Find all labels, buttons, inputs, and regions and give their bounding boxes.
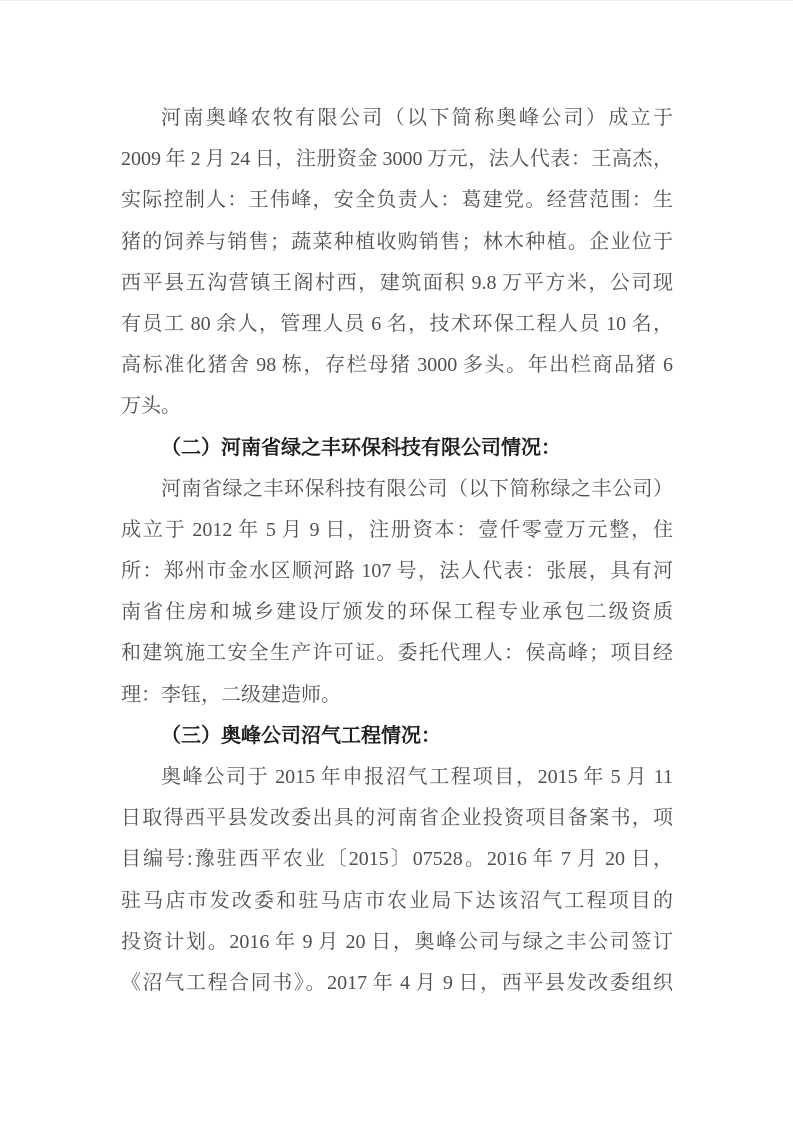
body-text-line: 目编号:豫驻西平农业〔2015〕07528。2016 年 7 月 20 日， bbox=[121, 848, 673, 871]
body-text-line: 西平县五沟营镇王阁村西，建筑面积 9.8 万平方米，公司现 bbox=[121, 271, 673, 294]
section-heading-lvzhifeng-company: （二）河南省绿之丰环保科技有限公司情况： bbox=[161, 436, 561, 459]
body-text-line: 河南奥峰农牧有限公司（以下简称奥峰公司）成立于 bbox=[161, 107, 673, 129]
body-text-line: 日取得西平县发改委出具的河南省企业投资项目备案书，项 bbox=[121, 807, 673, 830]
body-text-line: 河南省绿之丰环保科技有限公司（以下简称绿之丰公司） bbox=[161, 477, 673, 500]
body-text-line: 万头。 bbox=[121, 395, 181, 418]
body-text-line: 理：李钰，二级建造师。 bbox=[121, 683, 341, 706]
body-text-line: 高标准化猪舍 98 栋，存栏母猪 3000 多头。年出栏商品猪 6 bbox=[121, 354, 673, 377]
body-text-line: 南省住房和城乡建设厅颁发的环保工程专业承包二级资质 bbox=[121, 601, 673, 624]
body-text-line: 奥峰公司于 2015 年申报沼气工程项目，2015 年 5 月 11 bbox=[161, 766, 673, 788]
section-heading-biogas-project: （三）奥峰公司沼气工程情况： bbox=[161, 724, 441, 747]
body-text-line: 2009 年 2 月 24 日，注册资金 3000 万元，法人代表：王高杰， bbox=[121, 148, 673, 171]
body-text-line: 驻马店市发改委和驻马店市农业局下达该沼气工程项目的 bbox=[121, 889, 673, 912]
body-text-line: 所：郑州市金水区顺河路 107 号，法人代表：张展，具有河 bbox=[121, 560, 673, 583]
body-text-line: 和建筑施工安全生产许可证。委托代理人：侯高峰；项目经 bbox=[121, 642, 673, 665]
body-text-line: 实际控制人：王伟峰，安全负责人：葛建党。经营范围：生 bbox=[121, 189, 673, 212]
body-text-line: 有员工 80 余人，管理人员 6 名，技术环保工程人员 10 名， bbox=[121, 312, 673, 335]
document-text-block bbox=[121, 98, 673, 1004]
body-text-line: 《沼气工程合同书》。2017 年 4 月 9 日，西平县发改委组织 bbox=[121, 971, 673, 994]
body-text-line: 猪的饲养与销售；蔬菜种植收购销售；林木种植。企业位于 bbox=[121, 230, 673, 253]
body-text-line: 投资计划。2016 年 9 月 20 日，奥峰公司与绿之丰公司签订 bbox=[121, 930, 673, 953]
body-text-line: 成立于 2012 年 5 月 9 日，注册资本：壹仟零壹万元整，住 bbox=[121, 518, 673, 541]
